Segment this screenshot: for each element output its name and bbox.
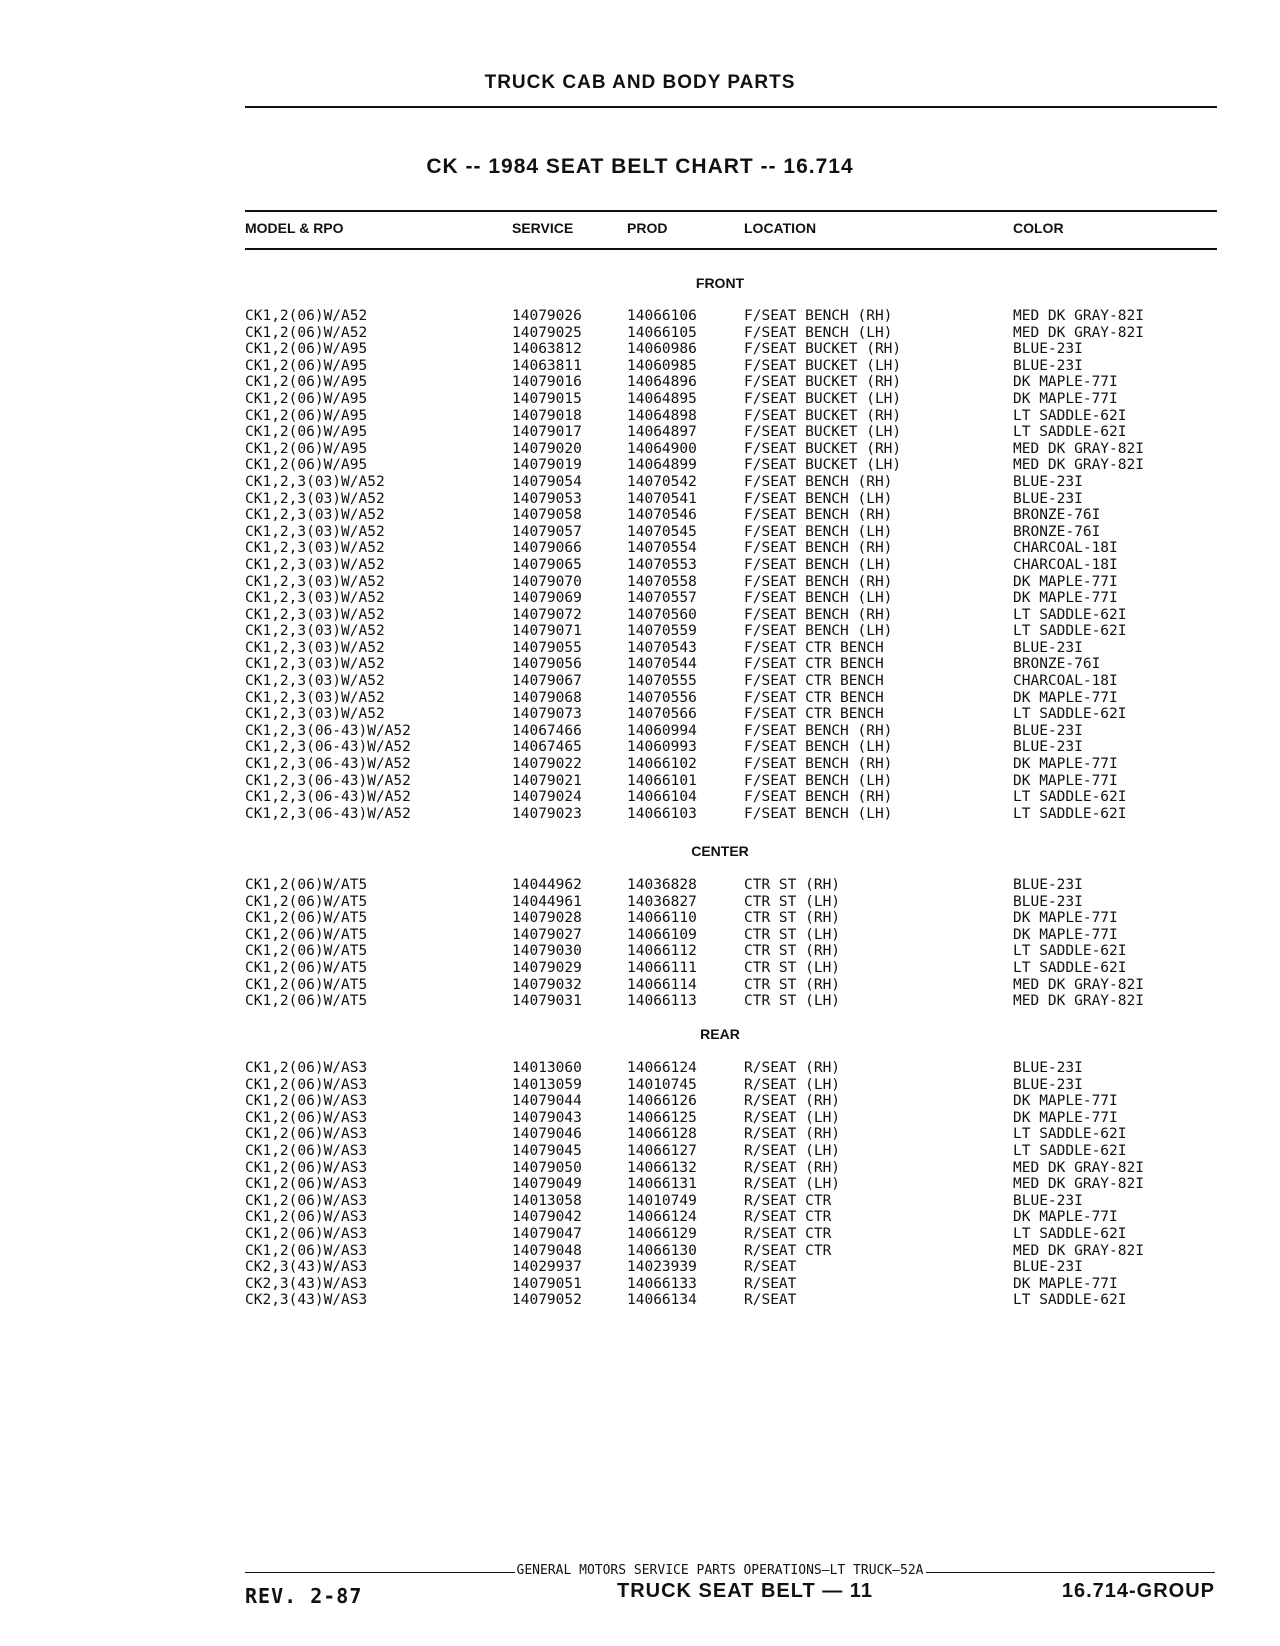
color-cell: LT SADDLE-62I bbox=[1013, 959, 1127, 976]
column-header-color: COLOR bbox=[1013, 220, 1064, 236]
location-cell: F/SEAT BENCH (LH) bbox=[744, 324, 893, 341]
prod-cell: 14066132 bbox=[627, 1159, 697, 1176]
model-cell: CK1,2,3(03)W/A52 bbox=[245, 556, 385, 573]
table-header-rule-bottom bbox=[245, 248, 1217, 250]
color-cell: BLUE-23I bbox=[1013, 1076, 1083, 1093]
color-cell: LT SADDLE-62I bbox=[1013, 1126, 1127, 1143]
location-cell: F/SEAT BENCH (RH) bbox=[744, 606, 893, 623]
service-cell: 14079072 bbox=[512, 606, 582, 623]
color-cell: MED DK GRAY-82I bbox=[1013, 324, 1144, 341]
location-cell: F/SEAT BENCH (LH) bbox=[744, 490, 893, 507]
color-cell: BLUE-23I bbox=[1013, 473, 1083, 490]
prod-cell: 14066133 bbox=[627, 1275, 697, 1292]
location-cell: F/SEAT BENCH (LH) bbox=[744, 590, 893, 607]
location-cell: F/SEAT BUCKET (RH) bbox=[744, 341, 902, 358]
service-cell: 14079015 bbox=[512, 390, 582, 407]
model-cell: CK1,2(06)W/A95 bbox=[245, 407, 368, 424]
prod-cell: 14070554 bbox=[627, 540, 697, 557]
prod-cell: 14023939 bbox=[627, 1259, 697, 1276]
color-cell: LT SADDLE-62I bbox=[1013, 407, 1127, 424]
service-cell: 14079052 bbox=[512, 1292, 582, 1309]
model-cell: CK1,2,3(03)W/A52 bbox=[245, 673, 385, 690]
location-cell: F/SEAT BENCH (RH) bbox=[744, 507, 893, 524]
location-cell: R/SEAT CTR bbox=[744, 1192, 832, 1209]
service-cell: 14013060 bbox=[512, 1060, 582, 1076]
model-cell: CK1,2(06)W/A95 bbox=[245, 341, 368, 358]
model-cell: CK1,2,3(03)W/A52 bbox=[245, 523, 385, 540]
location-cell: F/SEAT BENCH (LH) bbox=[744, 556, 893, 573]
service-cell: 14079067 bbox=[512, 673, 582, 690]
model-cell: CK1,2,3(03)W/A52 bbox=[245, 540, 385, 557]
service-cell: 14079049 bbox=[512, 1176, 582, 1193]
model-cell: CK1,2(06)W/AT5 bbox=[245, 910, 368, 927]
location-cell: R/SEAT (LH) bbox=[744, 1142, 841, 1159]
model-cell: CK1,2(06)W/AT5 bbox=[245, 976, 368, 993]
location-cell: R/SEAT bbox=[744, 1259, 797, 1276]
color-cell: LT SADDLE-62I bbox=[1013, 789, 1127, 806]
model-cell: CK1,2,3(03)W/A52 bbox=[245, 606, 385, 623]
color-cell: MED DK GRAY-82I bbox=[1013, 1242, 1144, 1259]
prod-cell: 14036827 bbox=[627, 893, 697, 910]
model-cell: CK1,2,3(06-43)W/A52 bbox=[245, 805, 411, 822]
color-cell: DK MAPLE-77I bbox=[1013, 926, 1118, 943]
color-cell: MED DK GRAY-82I bbox=[1013, 1176, 1144, 1193]
model-cell: CK1,2(06)W/AS3 bbox=[245, 1209, 368, 1226]
color-cell: LT SADDLE-62I bbox=[1013, 1292, 1127, 1309]
service-cell: 14079029 bbox=[512, 959, 582, 976]
prod-cell: 14066105 bbox=[627, 324, 697, 341]
service-cell: 14079048 bbox=[512, 1242, 582, 1259]
color-cell: BLUE-23I bbox=[1013, 1259, 1083, 1276]
model-cell: CK2,3(43)W/AS3 bbox=[245, 1259, 368, 1276]
model-cell: CK1,2(06)W/AS3 bbox=[245, 1176, 368, 1193]
model-cell: CK1,2(06)W/AS3 bbox=[245, 1242, 368, 1259]
service-cell: 14079051 bbox=[512, 1275, 582, 1292]
service-cell: 14063812 bbox=[512, 341, 582, 358]
service-cell: 14029937 bbox=[512, 1259, 582, 1276]
prod-cell: 14066113 bbox=[627, 993, 697, 1010]
model-cell: CK1,2,3(06-43)W/A52 bbox=[245, 772, 411, 789]
color-cell: BLUE-23I bbox=[1013, 877, 1083, 893]
prod-cell: 14066101 bbox=[627, 772, 697, 789]
location-cell: CTR ST (LH) bbox=[744, 959, 841, 976]
service-cell: 14079043 bbox=[512, 1109, 582, 1126]
service-cell: 14079023 bbox=[512, 805, 582, 822]
color-cell: MED DK GRAY-82I bbox=[1013, 308, 1144, 324]
prod-cell: 14010745 bbox=[627, 1076, 697, 1093]
model-cell: CK1,2(06)W/AS3 bbox=[245, 1093, 368, 1110]
color-cell: CHARCOAL-18I bbox=[1013, 673, 1118, 690]
service-cell: 14079020 bbox=[512, 440, 582, 457]
prod-cell: 14066112 bbox=[627, 943, 697, 960]
location-cell: F/SEAT BENCH (RH) bbox=[744, 473, 893, 490]
model-cell: CK2,3(43)W/AS3 bbox=[245, 1275, 368, 1292]
column-header-service: SERVICE bbox=[512, 220, 574, 236]
model-cell: CK1,2(06)W/AS3 bbox=[245, 1126, 368, 1143]
prod-cell: 14070541 bbox=[627, 490, 697, 507]
prod-cell: 14066124 bbox=[627, 1060, 697, 1076]
service-cell: 14013059 bbox=[512, 1076, 582, 1093]
model-cell: CK1,2(06)W/AT5 bbox=[245, 926, 368, 943]
model-cell: CK1,2,3(03)W/A52 bbox=[245, 623, 385, 640]
model-cell: CK1,2,3(03)W/A52 bbox=[245, 473, 385, 490]
model-cell: CK1,2,3(03)W/A52 bbox=[245, 507, 385, 524]
column-header-prod: PROD bbox=[627, 220, 668, 236]
color-cell: MED DK GRAY-82I bbox=[1013, 1159, 1144, 1176]
location-cell: F/SEAT CTR BENCH bbox=[744, 639, 884, 656]
prod-cell: 14070557 bbox=[627, 590, 697, 607]
service-cell: 14079057 bbox=[512, 523, 582, 540]
color-cell: DK MAPLE-77I bbox=[1013, 1275, 1118, 1292]
color-cell: DK MAPLE-77I bbox=[1013, 772, 1118, 789]
prod-cell: 14066124 bbox=[627, 1209, 697, 1226]
location-cell: CTR ST (RH) bbox=[744, 910, 841, 927]
service-cell: 14079070 bbox=[512, 573, 582, 590]
service-cell: 14079050 bbox=[512, 1159, 582, 1176]
section-label-front: FRONT bbox=[695, 275, 745, 291]
service-cell: 14079046 bbox=[512, 1126, 582, 1143]
prod-cell: 14010749 bbox=[627, 1192, 697, 1209]
model-cell: CK1,2(06)W/A52 bbox=[245, 308, 368, 324]
service-cell: 14079016 bbox=[512, 374, 582, 391]
service-cell: 14079022 bbox=[512, 756, 582, 773]
prod-cell: 14070546 bbox=[627, 507, 697, 524]
model-cell: CK1,2(06)W/A95 bbox=[245, 374, 368, 391]
model-cell: CK1,2,3(06-43)W/A52 bbox=[245, 756, 411, 773]
location-cell: F/SEAT BUCKET (RH) bbox=[744, 374, 902, 391]
location-cell: F/SEAT BENCH (LH) bbox=[744, 772, 893, 789]
color-cell: DK MAPLE-77I bbox=[1013, 1209, 1118, 1226]
prod-cell: 14066131 bbox=[627, 1176, 697, 1193]
prod-cell: 14070558 bbox=[627, 573, 697, 590]
service-cell: 14079018 bbox=[512, 407, 582, 424]
prod-cell: 14066127 bbox=[627, 1142, 697, 1159]
model-cell: CK1,2,3(03)W/A52 bbox=[245, 689, 385, 706]
location-cell: F/SEAT BENCH (RH) bbox=[744, 573, 893, 590]
location-cell: F/SEAT BENCH (LH) bbox=[744, 739, 893, 756]
footer-title: TRUCK SEAT BELT — 11 bbox=[617, 1580, 873, 1602]
location-cell: CTR ST (LH) bbox=[744, 993, 841, 1010]
service-cell: 14013058 bbox=[512, 1192, 582, 1209]
location-cell: CTR ST (RH) bbox=[744, 976, 841, 993]
column-header-model: MODEL & RPO bbox=[245, 220, 344, 236]
prod-cell: 14066128 bbox=[627, 1126, 697, 1143]
prod-cell: 14070560 bbox=[627, 606, 697, 623]
model-cell: CK1,2(06)W/AT5 bbox=[245, 943, 368, 960]
color-cell: DK MAPLE-77I bbox=[1013, 910, 1118, 927]
service-cell: 14079024 bbox=[512, 789, 582, 806]
model-cell: CK1,2,3(06-43)W/A52 bbox=[245, 722, 411, 739]
color-cell: BRONZE-76I bbox=[1013, 507, 1101, 524]
service-cell: 14079071 bbox=[512, 623, 582, 640]
model-cell: CK1,2(06)W/A95 bbox=[245, 390, 368, 407]
model-cell: CK1,2(06)W/AS3 bbox=[245, 1192, 368, 1209]
color-cell: DK MAPLE-77I bbox=[1013, 756, 1118, 773]
model-cell: CK1,2(06)W/AS3 bbox=[245, 1109, 368, 1126]
service-cell: 14079028 bbox=[512, 910, 582, 927]
model-cell: CK1,2(06)W/AS3 bbox=[245, 1225, 368, 1242]
location-cell: R/SEAT (RH) bbox=[744, 1126, 841, 1143]
location-cell: F/SEAT CTR BENCH bbox=[744, 706, 884, 723]
prod-cell: 14066111 bbox=[627, 959, 697, 976]
prod-cell: 14060993 bbox=[627, 739, 697, 756]
color-cell: LT SADDLE-62I bbox=[1013, 606, 1127, 623]
color-cell: DK MAPLE-77I bbox=[1013, 689, 1118, 706]
color-cell: BLUE-23I bbox=[1013, 639, 1083, 656]
model-cell: CK1,2,3(03)W/A52 bbox=[245, 656, 385, 673]
color-cell: LT SADDLE-62I bbox=[1013, 1142, 1127, 1159]
prod-cell: 14070553 bbox=[627, 556, 697, 573]
model-cell: CK1,2(06)W/AT5 bbox=[245, 893, 368, 910]
service-cell: 14079047 bbox=[512, 1225, 582, 1242]
prod-cell: 14064896 bbox=[627, 374, 697, 391]
prod-cell: 14070555 bbox=[627, 673, 697, 690]
prod-cell: 14066114 bbox=[627, 976, 697, 993]
color-cell: LT SADDLE-62I bbox=[1013, 805, 1127, 822]
service-cell: 14044962 bbox=[512, 877, 582, 893]
model-cell: CK1,2,3(03)W/A52 bbox=[245, 490, 385, 507]
color-cell: BLUE-23I bbox=[1013, 490, 1083, 507]
color-cell: DK MAPLE-77I bbox=[1013, 374, 1118, 391]
model-cell: CK1,2,3(06-43)W/A52 bbox=[245, 789, 411, 806]
location-cell: R/SEAT (LH) bbox=[744, 1176, 841, 1193]
header-rule bbox=[245, 106, 1217, 108]
color-cell: CHARCOAL-18I bbox=[1013, 556, 1118, 573]
service-cell: 14079055 bbox=[512, 639, 582, 656]
location-cell: CTR ST (LH) bbox=[744, 893, 841, 910]
location-cell: F/SEAT BUCKET (LH) bbox=[744, 424, 902, 441]
location-cell: R/SEAT (LH) bbox=[744, 1109, 841, 1126]
color-cell: DK MAPLE-77I bbox=[1013, 390, 1118, 407]
color-cell: MED DK GRAY-82I bbox=[1013, 457, 1144, 474]
prod-cell: 14064897 bbox=[627, 424, 697, 441]
model-cell: CK1,2(06)W/A52 bbox=[245, 324, 368, 341]
model-cell: CK1,2(06)W/AS3 bbox=[245, 1060, 368, 1076]
location-cell: R/SEAT (RH) bbox=[744, 1093, 841, 1110]
column-header-location: LOCATION bbox=[744, 220, 817, 236]
service-cell: 14079042 bbox=[512, 1209, 582, 1226]
color-cell: BRONZE-76I bbox=[1013, 656, 1101, 673]
color-cell: BLUE-23I bbox=[1013, 1060, 1083, 1076]
color-cell: BLUE-23I bbox=[1013, 722, 1083, 739]
service-cell: 14079058 bbox=[512, 507, 582, 524]
service-cell: 14067466 bbox=[512, 722, 582, 739]
color-cell: MED DK GRAY-82I bbox=[1013, 993, 1144, 1010]
prod-cell: 14066109 bbox=[627, 926, 697, 943]
prod-cell: 14070559 bbox=[627, 623, 697, 640]
model-cell: CK1,2(06)W/A95 bbox=[245, 357, 368, 374]
service-cell: 14079032 bbox=[512, 976, 582, 993]
model-cell: CK1,2(06)W/A95 bbox=[245, 457, 368, 474]
location-cell: R/SEAT (RH) bbox=[744, 1159, 841, 1176]
color-cell: DK MAPLE-77I bbox=[1013, 573, 1118, 590]
service-cell: 14079025 bbox=[512, 324, 582, 341]
location-cell: R/SEAT CTR bbox=[744, 1209, 832, 1226]
color-cell: LT SADDLE-62I bbox=[1013, 623, 1127, 640]
footer-operations: GENERAL MOTORS SERVICE PARTS OPERATIONS—LT TRUCK—52A bbox=[516, 1563, 924, 1578]
footer-revision: REV. 2-87 bbox=[245, 1584, 363, 1608]
service-cell: 14044961 bbox=[512, 893, 582, 910]
service-cell: 14079027 bbox=[512, 926, 582, 943]
color-cell: LT SADDLE-62I bbox=[1013, 1225, 1127, 1242]
prod-cell: 14060994 bbox=[627, 722, 697, 739]
service-cell: 14079030 bbox=[512, 943, 582, 960]
model-cell: CK1,2(06)W/AS3 bbox=[245, 1159, 368, 1176]
chart-title: CK -- 1984 SEAT BELT CHART -- 16.714 bbox=[426, 155, 854, 178]
location-cell: F/SEAT BENCH (LH) bbox=[744, 523, 893, 540]
color-cell: BLUE-23I bbox=[1013, 893, 1083, 910]
color-cell: DK MAPLE-77I bbox=[1013, 1109, 1118, 1126]
service-cell: 14079073 bbox=[512, 706, 582, 723]
color-cell: MED DK GRAY-82I bbox=[1013, 976, 1144, 993]
model-cell: CK1,2,3(03)W/A52 bbox=[245, 639, 385, 656]
prod-cell: 14066125 bbox=[627, 1109, 697, 1126]
service-cell: 14079026 bbox=[512, 308, 582, 324]
footer-group: 16.714-GROUP bbox=[1061, 1580, 1215, 1602]
prod-cell: 14070543 bbox=[627, 639, 697, 656]
service-cell: 14079019 bbox=[512, 457, 582, 474]
location-cell: CTR ST (RH) bbox=[744, 943, 841, 960]
prod-cell: 14066102 bbox=[627, 756, 697, 773]
prod-cell: 14070542 bbox=[627, 473, 697, 490]
model-cell: CK1,2,3(03)W/A52 bbox=[245, 590, 385, 607]
model-cell: CK1,2,3(06-43)W/A52 bbox=[245, 739, 411, 756]
color-cell: BLUE-23I bbox=[1013, 341, 1083, 358]
prod-cell: 14066110 bbox=[627, 910, 697, 927]
location-cell: F/SEAT BENCH (RH) bbox=[744, 756, 893, 773]
location-cell: F/SEAT BUCKET (RH) bbox=[744, 440, 902, 457]
model-cell: CK1,2(06)W/AT5 bbox=[245, 877, 368, 893]
color-cell: LT SADDLE-62I bbox=[1013, 424, 1127, 441]
service-cell: 14079053 bbox=[512, 490, 582, 507]
prod-cell: 14070545 bbox=[627, 523, 697, 540]
location-cell: F/SEAT BENCH (LH) bbox=[744, 805, 893, 822]
model-cell: CK2,3(43)W/AS3 bbox=[245, 1292, 368, 1309]
prod-cell: 14064898 bbox=[627, 407, 697, 424]
location-cell: R/SEAT bbox=[744, 1292, 797, 1309]
color-cell: LT SADDLE-62I bbox=[1013, 706, 1127, 723]
service-cell: 14063811 bbox=[512, 357, 582, 374]
service-cell: 14079056 bbox=[512, 656, 582, 673]
service-cell: 14079065 bbox=[512, 556, 582, 573]
model-cell: CK1,2(06)W/AS3 bbox=[245, 1076, 368, 1093]
model-cell: CK1,2(06)W/A95 bbox=[245, 440, 368, 457]
location-cell: F/SEAT CTR BENCH bbox=[744, 656, 884, 673]
prod-cell: 14064895 bbox=[627, 390, 697, 407]
prod-cell: 14064900 bbox=[627, 440, 697, 457]
location-cell: R/SEAT CTR bbox=[744, 1225, 832, 1242]
section-label-rear: REAR bbox=[700, 1026, 740, 1042]
service-cell: 14079068 bbox=[512, 689, 582, 706]
color-cell: MED DK GRAY-82I bbox=[1013, 440, 1144, 457]
service-cell: 14079066 bbox=[512, 540, 582, 557]
model-cell: CK1,2(06)W/AS3 bbox=[245, 1142, 368, 1159]
color-cell: BLUE-23I bbox=[1013, 739, 1083, 756]
service-cell: 14079021 bbox=[512, 772, 582, 789]
color-cell: BLUE-23I bbox=[1013, 1192, 1083, 1209]
service-cell: 14067465 bbox=[512, 739, 582, 756]
color-cell: BRONZE-76I bbox=[1013, 523, 1101, 540]
location-cell: F/SEAT BENCH (RH) bbox=[744, 540, 893, 557]
location-cell: F/SEAT BUCKET (LH) bbox=[744, 457, 902, 474]
location-cell: F/SEAT BENCH (RH) bbox=[744, 722, 893, 739]
service-cell: 14079069 bbox=[512, 590, 582, 607]
location-cell: F/SEAT BENCH (RH) bbox=[744, 789, 893, 806]
location-cell: F/SEAT BUCKET (LH) bbox=[744, 390, 902, 407]
prod-cell: 14066129 bbox=[627, 1225, 697, 1242]
location-cell: F/SEAT BUCKET (RH) bbox=[744, 407, 902, 424]
page-header: TRUCK CAB AND BODY PARTS bbox=[484, 72, 796, 93]
prod-cell: 14066104 bbox=[627, 789, 697, 806]
color-cell: DK MAPLE-77I bbox=[1013, 590, 1118, 607]
model-cell: CK1,2(06)W/AT5 bbox=[245, 959, 368, 976]
table-header-rule-top bbox=[245, 210, 1217, 212]
prod-cell: 14066126 bbox=[627, 1093, 697, 1110]
prod-cell: 14036828 bbox=[627, 877, 697, 893]
location-cell: R/SEAT CTR bbox=[744, 1242, 832, 1259]
service-cell: 14079017 bbox=[512, 424, 582, 441]
prod-cell: 14066130 bbox=[627, 1242, 697, 1259]
location-cell: F/SEAT BUCKET (LH) bbox=[744, 357, 902, 374]
prod-cell: 14060986 bbox=[627, 341, 697, 358]
service-cell: 14079044 bbox=[512, 1093, 582, 1110]
service-cell: 14079045 bbox=[512, 1142, 582, 1159]
model-cell: CK1,2,3(03)W/A52 bbox=[245, 706, 385, 723]
prod-cell: 14066106 bbox=[627, 308, 697, 324]
prod-cell: 14066103 bbox=[627, 805, 697, 822]
prod-cell: 14060985 bbox=[627, 357, 697, 374]
color-cell: LT SADDLE-62I bbox=[1013, 943, 1127, 960]
model-cell: CK1,2(06)W/A95 bbox=[245, 424, 368, 441]
prod-cell: 14066134 bbox=[627, 1292, 697, 1309]
service-cell: 14079054 bbox=[512, 473, 582, 490]
location-cell: F/SEAT CTR BENCH bbox=[744, 673, 884, 690]
color-cell: DK MAPLE-77I bbox=[1013, 1093, 1118, 1110]
prod-cell: 14070566 bbox=[627, 706, 697, 723]
color-cell: CHARCOAL-18I bbox=[1013, 540, 1118, 557]
section-label-center: CENTER bbox=[691, 843, 749, 859]
model-cell: CK1,2(06)W/AT5 bbox=[245, 993, 368, 1010]
color-cell: BLUE-23I bbox=[1013, 357, 1083, 374]
service-cell: 14079031 bbox=[512, 993, 582, 1010]
prod-cell: 14064899 bbox=[627, 457, 697, 474]
prod-cell: 14070556 bbox=[627, 689, 697, 706]
location-cell: R/SEAT bbox=[744, 1275, 797, 1292]
location-cell: F/SEAT BENCH (LH) bbox=[744, 623, 893, 640]
location-cell: F/SEAT BENCH (RH) bbox=[744, 308, 893, 324]
model-cell: CK1,2,3(03)W/A52 bbox=[245, 573, 385, 590]
location-cell: F/SEAT CTR BENCH bbox=[744, 689, 884, 706]
location-cell: R/SEAT (LH) bbox=[744, 1076, 841, 1093]
location-cell: CTR ST (LH) bbox=[744, 926, 841, 943]
location-cell: CTR ST (RH) bbox=[744, 877, 841, 893]
prod-cell: 14070544 bbox=[627, 656, 697, 673]
location-cell: R/SEAT (RH) bbox=[744, 1060, 841, 1076]
